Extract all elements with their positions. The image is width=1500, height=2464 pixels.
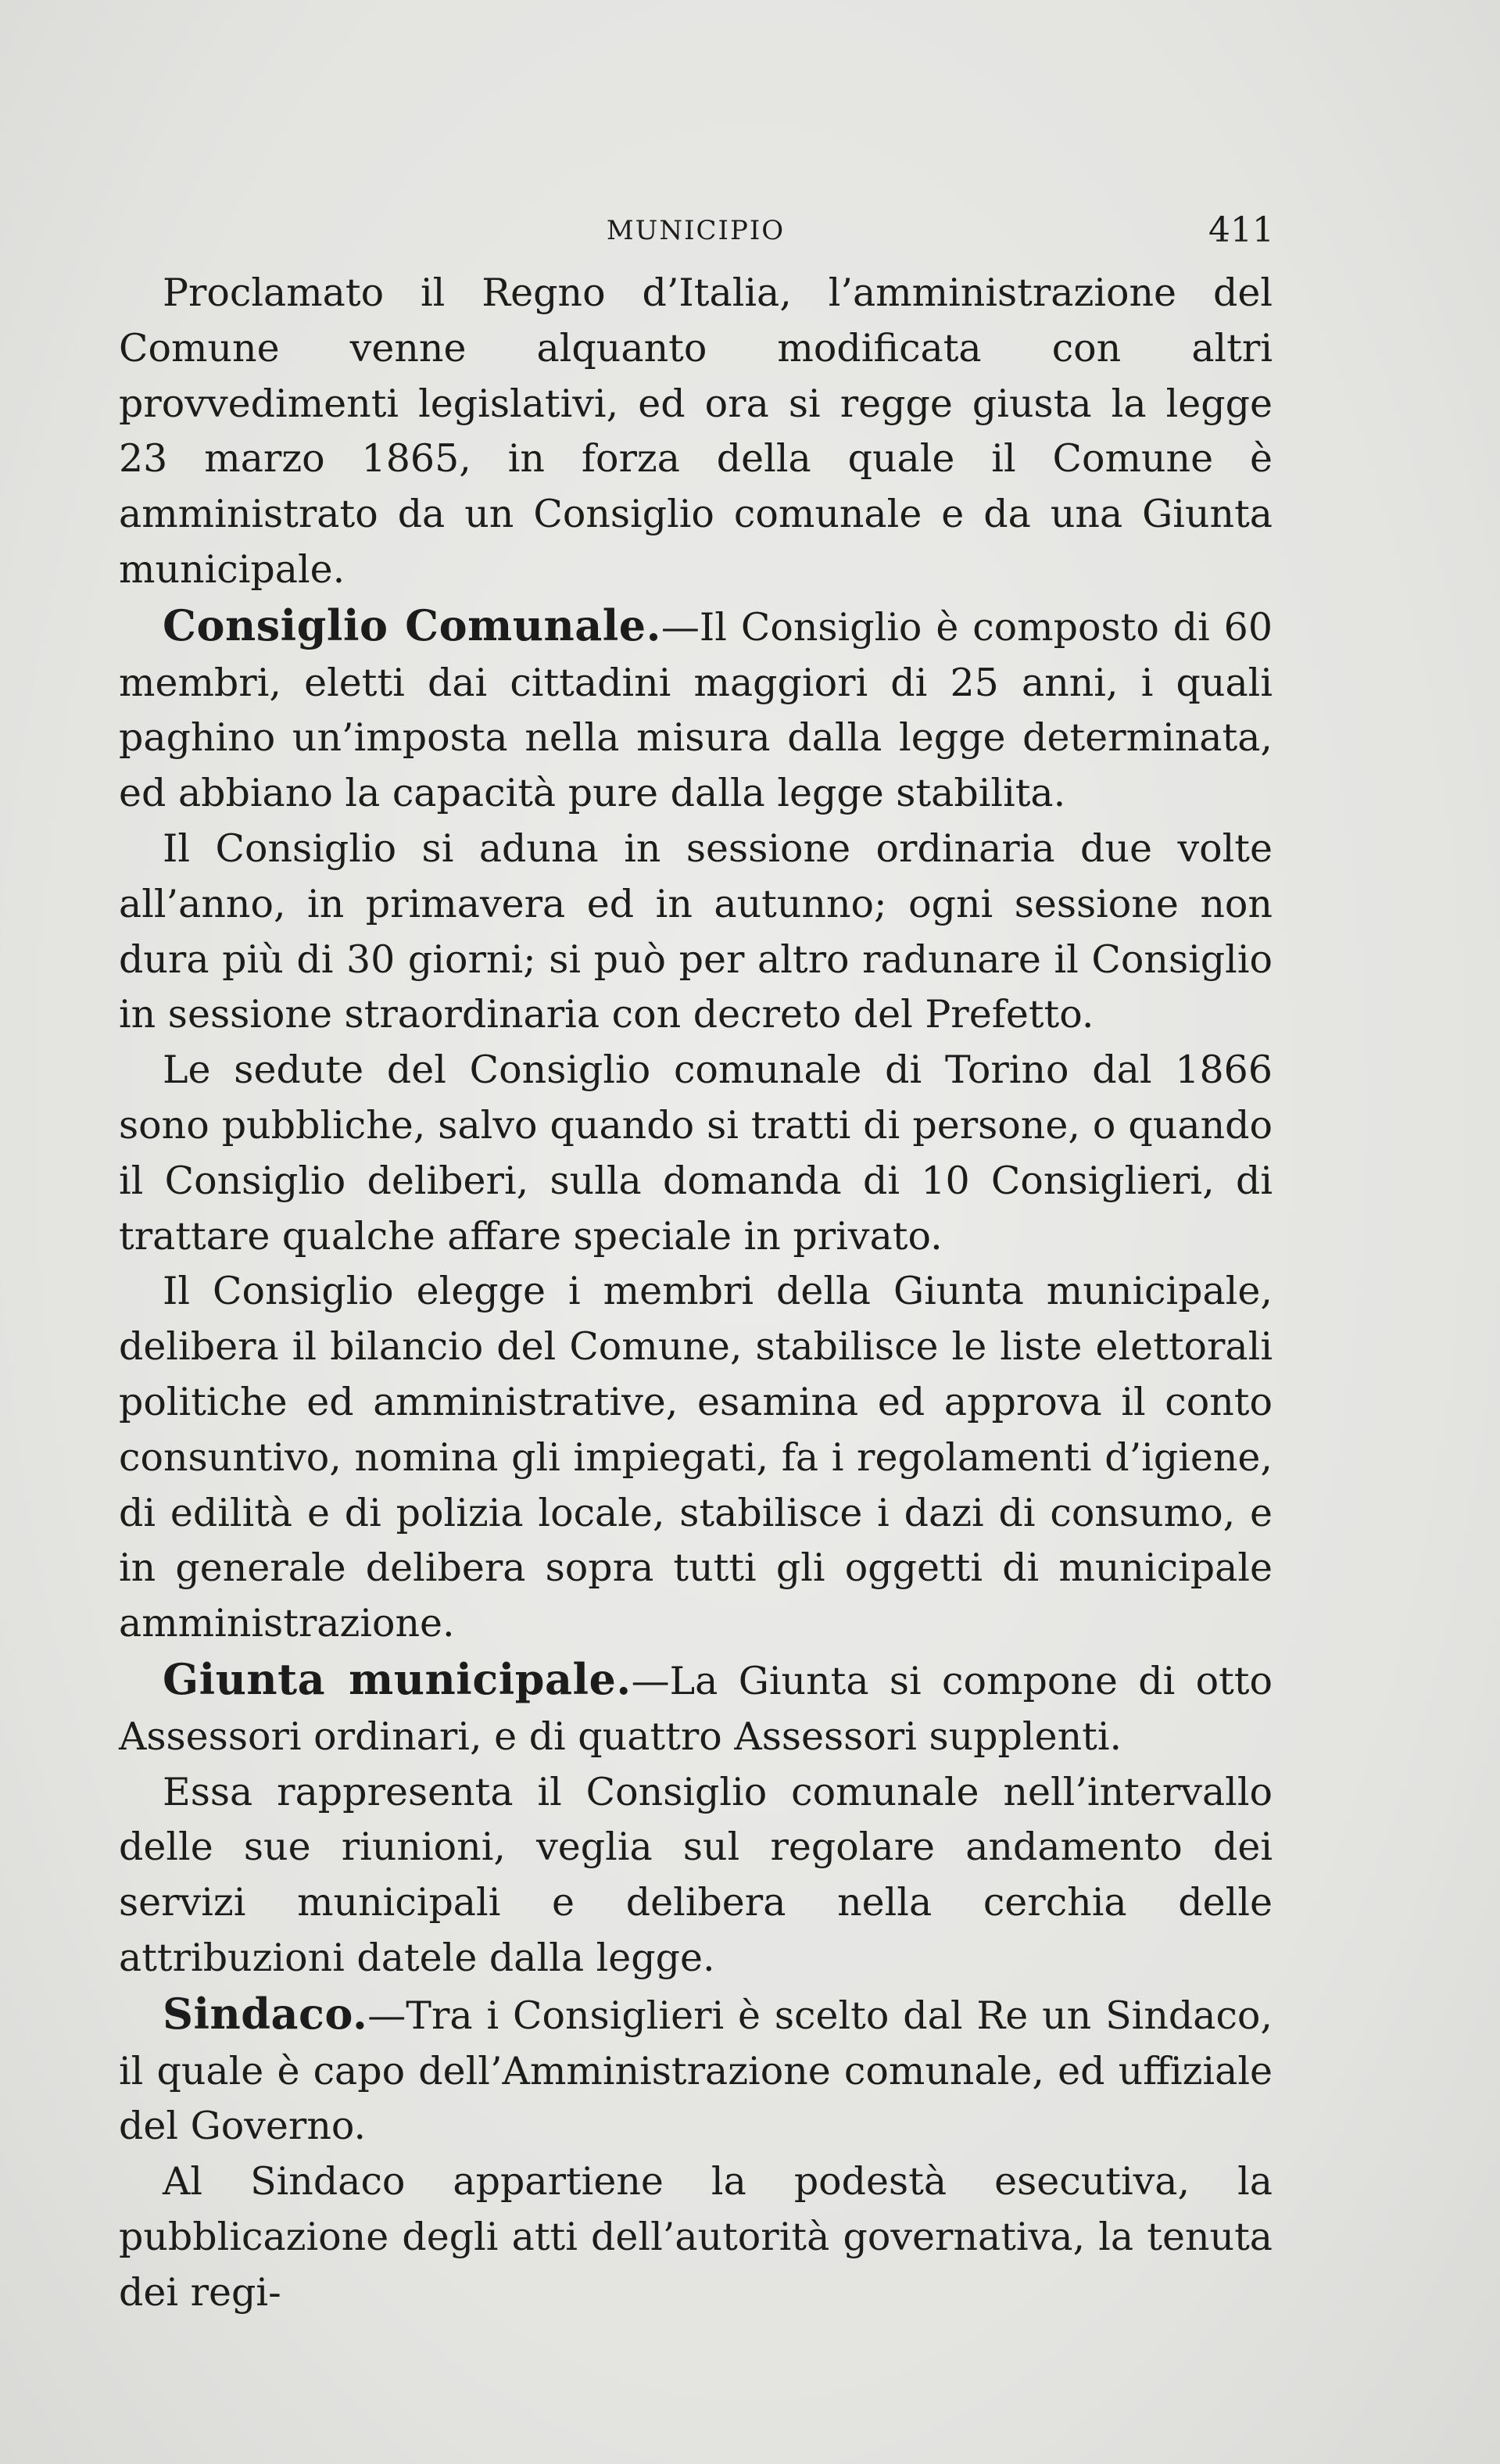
paragraph-sindaco-poteri <box>119 2154 1273 2320</box>
body-text <box>119 266 1273 2320</box>
page-number: 411 <box>1208 210 1274 250</box>
paragraph-text: Tra i Consiglieri è scelto dal Re un Sindaco, il quale è capo dell’Amministrazione comunale, ed uffiziale del Governo. <box>119 1993 1273 2149</box>
paragraph-text: Le sedute del Consiglio comunale di Torino dal 1866 sono pubbliche, salvo quando si tratti di persone, o quando il Consiglio deliberi, sulla domanda di 10 Consiglieri, di trattare qualche affare speciale in privato. <box>119 1048 1273 1259</box>
paragraph-text: Il Consiglio elegge i membri della Giunta municipale, delibera il bilancio del Comune, stabilisce le liste elettorali politiche ed amministrative, esamina ed approva il conto consuntivo, nomina gli impiegati, fa i regolamenti d’igiene, di edilità e di polizia locale, stabilisce i dazi di consumo, e in generale delibera sopra tutti gli oggetti di municipale amministrazione. <box>119 1269 1273 1646</box>
paragraph-text: Essa rappresenta il Consiglio comunale nell’intervallo delle sue riunioni, veglia sul regolare andamento dei servizi municipali e delibera nella cerchia delle attribuzioni datele dalla legge. <box>119 1769 1273 1980</box>
paragraph-giunta-funzioni <box>119 1765 1273 1986</box>
paragraph-text: Il Consiglio si aduna in sessione ordinaria due volte all’anno, in primavera ed in autunno; ogni sessione non dura più di 30 giorni; si può per altro radunare il Consiglio in sessione straordinaria con decreto del Prefetto. <box>119 826 1273 1037</box>
em-dash: — <box>631 1658 670 1703</box>
running-title: MUNICIPIO <box>606 215 786 246</box>
paragraph-text: Proclamato il Regno d’Italia, l’amministrazione del Comune venne alquanto modificata con altri provvedimenti legislativi, ed ora si regge giusta la legge 23 marzo 1865, in forza della quale il Comune è amministrato da un Consiglio comunale e da una Giunta municipale. <box>119 270 1273 592</box>
section-heading-giunta-municipale: Giunta municipale. <box>163 1653 632 1704</box>
paragraph-regno <box>119 266 1273 598</box>
paragraph-sindaco <box>119 1986 1273 2154</box>
running-head <box>117 211 1274 250</box>
paragraph-sessioni <box>119 822 1273 1043</box>
section-heading-consiglio-comunale: Consiglio Comunale. <box>163 600 661 650</box>
paragraph-attribuzioni-consiglio <box>119 1264 1273 1652</box>
paragraph-giunta-municipale <box>119 1652 1273 1765</box>
paragraph-text: Al Sindaco appartiene la podestà esecutiva, la pubblicazione degli atti dell’autorità governativa, la tenuta dei regi- <box>119 2159 1273 2315</box>
paragraph-sedute <box>119 1043 1273 1264</box>
paragraph-text: Il Consiglio è composto di 60 membri, eletti dai cittadini maggiori di 25 anni, i quali paghino un’imposta nella misura dalla legge determinata, ed abbiano la capacità pure dalla legge stabilita. <box>119 604 1273 816</box>
section-heading-sindaco: Sindaco. <box>163 1988 368 2039</box>
em-dash: — <box>367 1993 406 2038</box>
em-dash: — <box>661 604 700 650</box>
paragraph-text: La Giunta si compone di otto Assessori ordinari, e di quattro Assessori supplenti. <box>119 1658 1273 1759</box>
paragraph-consiglio-comunale <box>119 598 1273 822</box>
